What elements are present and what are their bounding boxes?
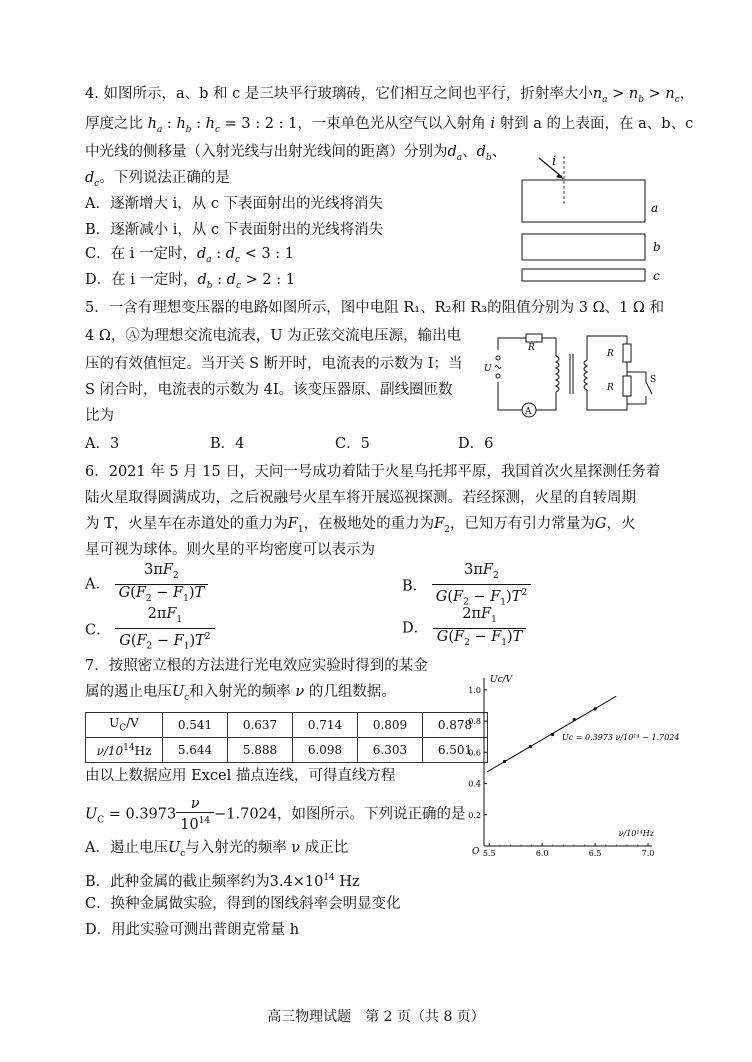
q5-line2: 4 Ω，Ⓐ为理想交流电流表，U 为正弦交流电压源，输出电 <box>85 328 462 344</box>
q6-line3: 为 T，火星车在赤道处的重力为$F_1$，在极地处的重力为$F_2$，已知万有引力常量为G，火 <box>85 516 636 535</box>
table-row <box>86 738 488 763</box>
label-i: i <box>552 154 557 169</box>
primary-coil <box>556 356 559 392</box>
x-tick-label: 7.0 <box>641 849 655 858</box>
page-footer: 高三物理试题 第 2 页（共 8 页） <box>267 1009 485 1025</box>
q6-option-b[interactable]: B． $\frac{3\pi F_2}{G(F_2 - F_1)T^2}$ <box>402 562 531 611</box>
q7-line3: 由以上数据应用 Excel 描点连线，可得直线方程 <box>85 768 396 784</box>
table-header-cell: $\nu/10^{14}Hz$ <box>86 738 163 763</box>
label-ammeter: A <box>525 407 532 417</box>
source-terminal-bottom <box>496 374 500 378</box>
source-terminal-top <box>496 356 500 360</box>
secondary-wire-bottom <box>587 390 627 410</box>
table-row <box>86 713 488 738</box>
resistor-r3 <box>623 376 631 396</box>
table-cell: 5.644 <box>163 738 228 763</box>
label-r1: R <box>528 343 535 353</box>
q5-line1: 5．一含有理想变压器的电路如图所示，图中电阻 R₁、R₂和 R₃的阻值分别为 3 Ω、1 Ω 和 <box>85 300 665 316</box>
y-tick-label: 0.8 <box>468 717 481 727</box>
q5-line3: 压的有效值恒定。当开关 S 断开时，电流表的示数为 I；当 <box>85 356 463 372</box>
q6-line4: 星可视为球体。则火星的平均密度可以表示为 <box>85 542 375 558</box>
q4-option-b[interactable]: B．逐渐减小 i，从 c 下表面射出的光线将消失 <box>85 222 384 238</box>
data-point <box>529 745 532 748</box>
q7-option-c[interactable]: C．换种金属做实验，得到的图线斜率会明显变化 <box>85 896 401 912</box>
q6-option-a[interactable]: A． $\frac{3\pi F_2}{G(F_2 - F_1)T}$ <box>85 562 208 607</box>
q7-option-a[interactable]: A．遏止电压$U_c$与入射光的频率 ν 成正比 <box>85 840 349 859</box>
table-cell: 0.809 <box>358 713 423 738</box>
table-cell: 0.541 <box>163 713 228 738</box>
primary-wire-top-left <box>498 338 526 350</box>
data-point <box>573 718 576 721</box>
q4-glass-figure <box>515 150 675 285</box>
x-tick-label: 5.5 <box>482 849 496 858</box>
data-point <box>551 733 554 736</box>
table-cell: 6.501 <box>423 738 488 763</box>
slab-c <box>522 269 645 281</box>
chart-axes <box>484 678 652 846</box>
q7-option-b[interactable]: B．此种金属的截止频率约为$3.4\times 10^{14}$ Hz <box>85 873 360 890</box>
x-tick-label: 6.5 <box>588 849 602 858</box>
q5-option-a[interactable]: A．3 <box>85 436 120 452</box>
label-r3: R <box>607 383 614 393</box>
data-point <box>503 760 506 763</box>
q5-option-c[interactable]: C．5 <box>335 436 370 452</box>
y-tick-label: 0.6 <box>468 748 481 758</box>
fit-equation-annotation: Uc = 0.3973 ν/10¹⁴ − 1.7024 <box>562 732 680 742</box>
table-cell: 6.303 <box>358 738 423 763</box>
incident-ray <box>539 158 562 177</box>
y-tick-label: 1.0 <box>468 685 481 695</box>
label-u: U <box>484 364 492 374</box>
q4-line2: 厚度之比 $h_a$ : $h_b$ : $h_c = 3$ : 2 : 1，一束单色光从空气以入射角 i 射到 a 的上表面，在 a、b、c <box>85 116 694 135</box>
q7-equation-line: $U_C = 0.3973$ $\frac{\nu}{10^{14}}$ −1.7024，如图所示。下列说正确的是 <box>85 796 466 833</box>
q6-option-d[interactable]: D． $\frac{2\pi F_1}{G(F_2 - F_1)T}$ <box>402 606 526 651</box>
label-a: a <box>651 201 659 215</box>
q6-option-c[interactable]: C． $\frac{2\pi F_1}{G(F_2 - F_1)T^2}$ <box>85 606 215 655</box>
q4-line1: 4. 如图所示，a、b 和 c 是三块平行玻璃砖，它们相互之间也平行，折射率大小$n_a > n_b > n_c$， <box>85 86 695 105</box>
primary-wire-top-right <box>542 338 556 356</box>
q5-line5: 比为 <box>85 408 114 424</box>
q4-line3: 中光线的侧移量（入射光线与出射光线间的距离）分别为$d_a$、$d_b$、 <box>85 144 507 163</box>
table-header-cell: $U_C/V$ <box>86 713 163 738</box>
switch-wire-bottom <box>627 396 646 404</box>
table-cell: 6.098 <box>293 738 358 763</box>
y-axis-label: Uc/V <box>490 675 513 685</box>
q6-line1: 6．2021 年 5 月 15 日，天问一号成功着陆于火星乌托邦平原，我国首次火星探测任务着 <box>85 464 661 480</box>
q7-line1: 7．按照密立根的方法进行光电效应实验时得到的某金 <box>85 658 428 674</box>
q5-option-b[interactable]: B．4 <box>210 436 245 452</box>
label-b: b <box>653 240 661 254</box>
table-cell: 0.714 <box>293 713 358 738</box>
label-c: c <box>653 269 660 283</box>
q4-option-c[interactable]: C．在 i 一定时，$d_a$ : $d_c < 3$ : 1 <box>85 246 294 265</box>
table-cell: 0.637 <box>228 713 293 738</box>
q4-option-d[interactable]: D．在 i 一定时，$d_b$ : $d_c > 2$ : 1 <box>85 272 295 291</box>
y-tick-label: 0.2 <box>468 810 481 820</box>
q6-line2: 陆火星取得圆满成功，之后祝融号火星车将开展巡视探测。若经探测，火星的自转周期 <box>85 490 636 506</box>
slab-b <box>522 234 645 260</box>
label-s: S <box>650 375 657 385</box>
q7-data-table <box>85 712 488 763</box>
q7-option-d[interactable]: D．用此实验可测出普朗克常量 h <box>85 922 300 938</box>
primary-wire-bottom-right <box>536 392 556 410</box>
x-tick-label: 6.0 <box>535 849 549 858</box>
x-axis-label: ν/10¹⁴Hz <box>618 829 654 838</box>
q4-option-a[interactable]: A．逐渐增大 i，从 c 下表面射出的光线将消失 <box>85 196 384 212</box>
switch-wire-top <box>627 372 646 382</box>
primary-wire-bottom-left <box>498 382 522 410</box>
q4-line4: $d_c$。下列说法正确的是 <box>85 170 230 189</box>
ac-source-symbol <box>495 366 501 369</box>
table-cell: 5.888 <box>228 738 293 763</box>
q7-line2: 属的遏止电压$U_c$和入射光的频率 ν 的几组数据。 <box>85 684 396 703</box>
resistor-r1 <box>526 334 542 342</box>
data-point <box>594 707 597 710</box>
q7-uc-vs-frequency-chart <box>468 670 680 860</box>
table-cell: 0.878 <box>423 713 488 738</box>
resistor-r2 <box>623 344 631 362</box>
y-tick-label: 0.4 <box>468 779 481 789</box>
q5-line4: S 闭合时，电流表的示数为 4I。该变压器原、副线圈匝数 <box>85 382 453 398</box>
origin-label: O <box>472 847 480 857</box>
q5-option-d[interactable]: D．6 <box>458 436 494 452</box>
secondary-coil <box>584 360 587 390</box>
label-r2: R <box>607 349 614 359</box>
q5-circuit-figure <box>484 330 670 420</box>
slab-a <box>522 180 645 222</box>
